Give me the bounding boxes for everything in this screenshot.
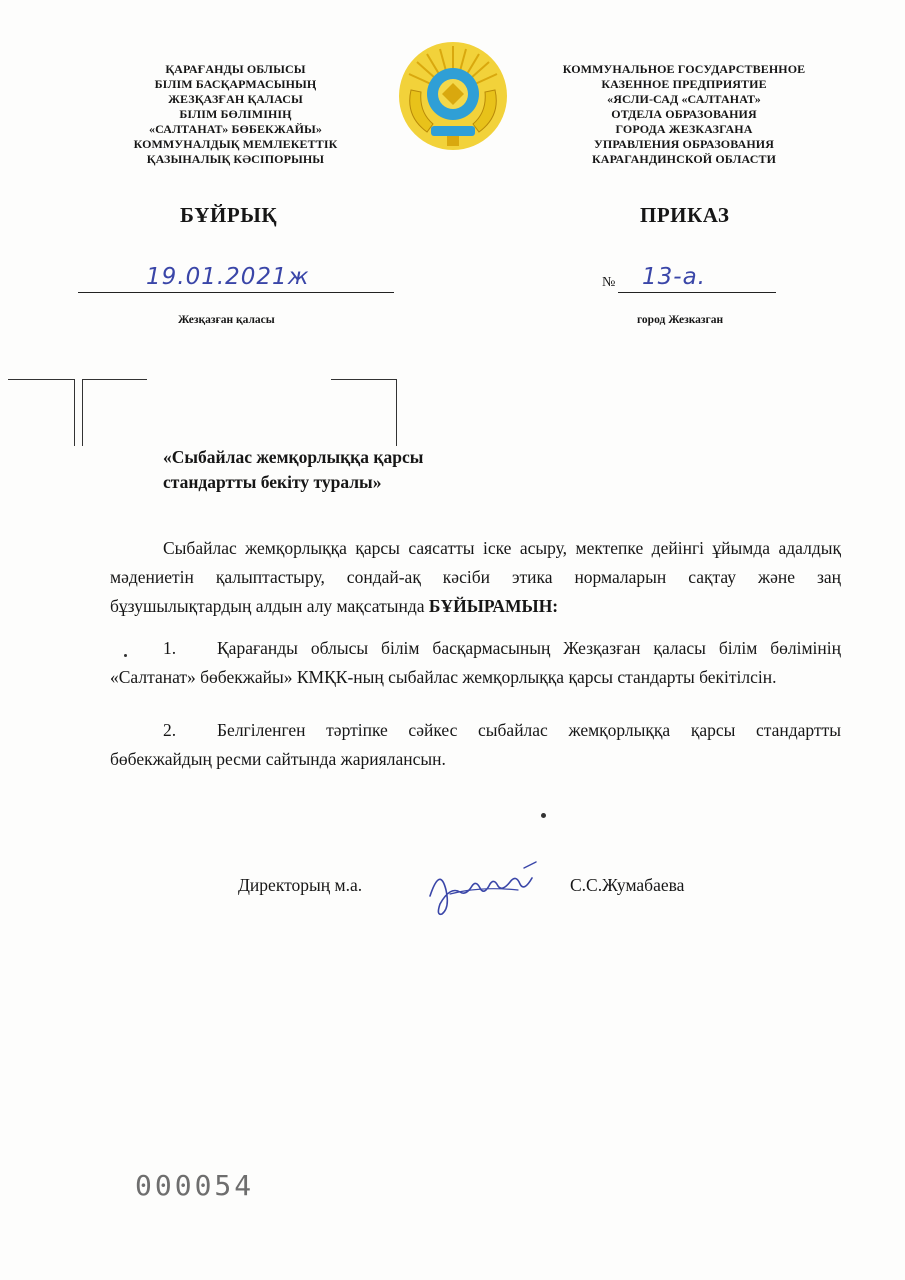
- header-kz-line: КОММУНАЛДЫҚ МЕМЛЕКЕТТІК: [133, 137, 338, 151]
- city-russian: город Жезказган: [637, 314, 724, 326]
- header-kz-line: ЖЕЗҚАЗҒАН ҚАЛАСЫ: [168, 92, 303, 106]
- city-kazakh: Жезқазған қаласы: [178, 314, 275, 326]
- subject-bracket-right: [331, 379, 397, 446]
- date-underline: [78, 292, 394, 293]
- order-subject: [163, 445, 423, 495]
- subject-line: «Сыбайлас жемқорлыққа қарсы: [163, 447, 424, 467]
- header-ru-line: ГОРОДА ЖЕЗКАЗГАНА: [615, 122, 753, 136]
- header-kz-line: «САЛТАНАТ» БӨБЕКЖАЙЫ»: [148, 122, 323, 136]
- serial-number: 000054: [135, 1169, 255, 1202]
- signatory-title: Директорың м.а.: [238, 875, 363, 895]
- header-ru-line: КАРАГАНДИНСКОЙ ОБЛАСТИ: [592, 152, 776, 166]
- header-kz-line: БІЛІМ БӨЛІМІНІҢ: [179, 107, 292, 121]
- handwritten-date: 19.01.2021ж: [146, 264, 310, 290]
- number-underline: [618, 292, 776, 293]
- handwritten-signature-icon: [420, 856, 542, 922]
- header-kz-line: ҚАЗЫНАЛЫҚ КӘСІПОРЫНЫ: [146, 152, 325, 166]
- item-text: Қарағанды облысы білім басқармасының Жезқазған қаласы білім бөлімінің «Салтанат» бөбекжайы» КМҚК-ның сыбайлас жемқорлыққа қарсы стандарты бекітілсін.: [110, 638, 841, 687]
- handwritten-order-number: 13-а.: [642, 264, 706, 290]
- header-ru-line: КАЗЕННОЕ ПРЕДПРИЯТИЕ: [601, 77, 767, 91]
- header-kz-line: ҚАРАҒАНДЫ ОБЛЫСЫ: [165, 62, 306, 76]
- signatory-name: С.С.Жумабаева: [570, 875, 685, 895]
- header-ru-line: ОТДЕЛА ОБРАЗОВАНИЯ: [611, 107, 757, 121]
- header-ru-line: УПРАВЛЕНИЯ ОБРАЗОВАНИЯ: [594, 137, 774, 151]
- item-number: 2.: [163, 720, 177, 740]
- subject-bracket-inner: [82, 379, 147, 446]
- paper-speck: [541, 813, 546, 818]
- number-sign: №: [602, 275, 616, 290]
- paper-speck: [124, 654, 127, 657]
- header-russian: [548, 62, 820, 167]
- order-item: [110, 634, 841, 692]
- document-type-kazakh: БҰЙРЫҚ: [180, 203, 278, 227]
- item-text: Белгіленген тәртіпке сәйкес сыбайлас жемқорлыққа қарсы стандартты бөбекжайдың ресми сайтында жариялансын.: [110, 720, 841, 769]
- item-number: 1.: [163, 638, 177, 658]
- document-type-russian: ПРИКАЗ: [640, 203, 730, 227]
- preamble-text: Сыбайлас жемқорлыққа қарсы саясатты іске асыру, мектепке дейінгі ұйымда адалдық мәдениетін қалыптастыру, сондай-ақ кәсіби этика нормаларын сақтау және заң бұзушылықтардың алдын алу мақсатында: [110, 538, 841, 616]
- order-item: [110, 716, 841, 774]
- order-verb: БҰЙЫРАМЫН:: [428, 596, 559, 616]
- header-ru-line: КОММУНАЛЬНОЕ ГОСУДАРСТВЕННОЕ: [562, 62, 806, 76]
- header-ru-line: «ЯСЛИ-САД «САЛТАНАТ»: [607, 92, 761, 106]
- header-kazakh: [108, 62, 363, 167]
- state-emblem-icon: [397, 40, 509, 152]
- header-kz-line: БІЛІМ БАСҚАРМАСЫНЫҢ: [154, 77, 317, 91]
- subject-bracket-left: [8, 379, 75, 446]
- preamble-paragraph: [110, 534, 841, 621]
- subject-line: стандартты бекіту туралы»: [163, 472, 382, 492]
